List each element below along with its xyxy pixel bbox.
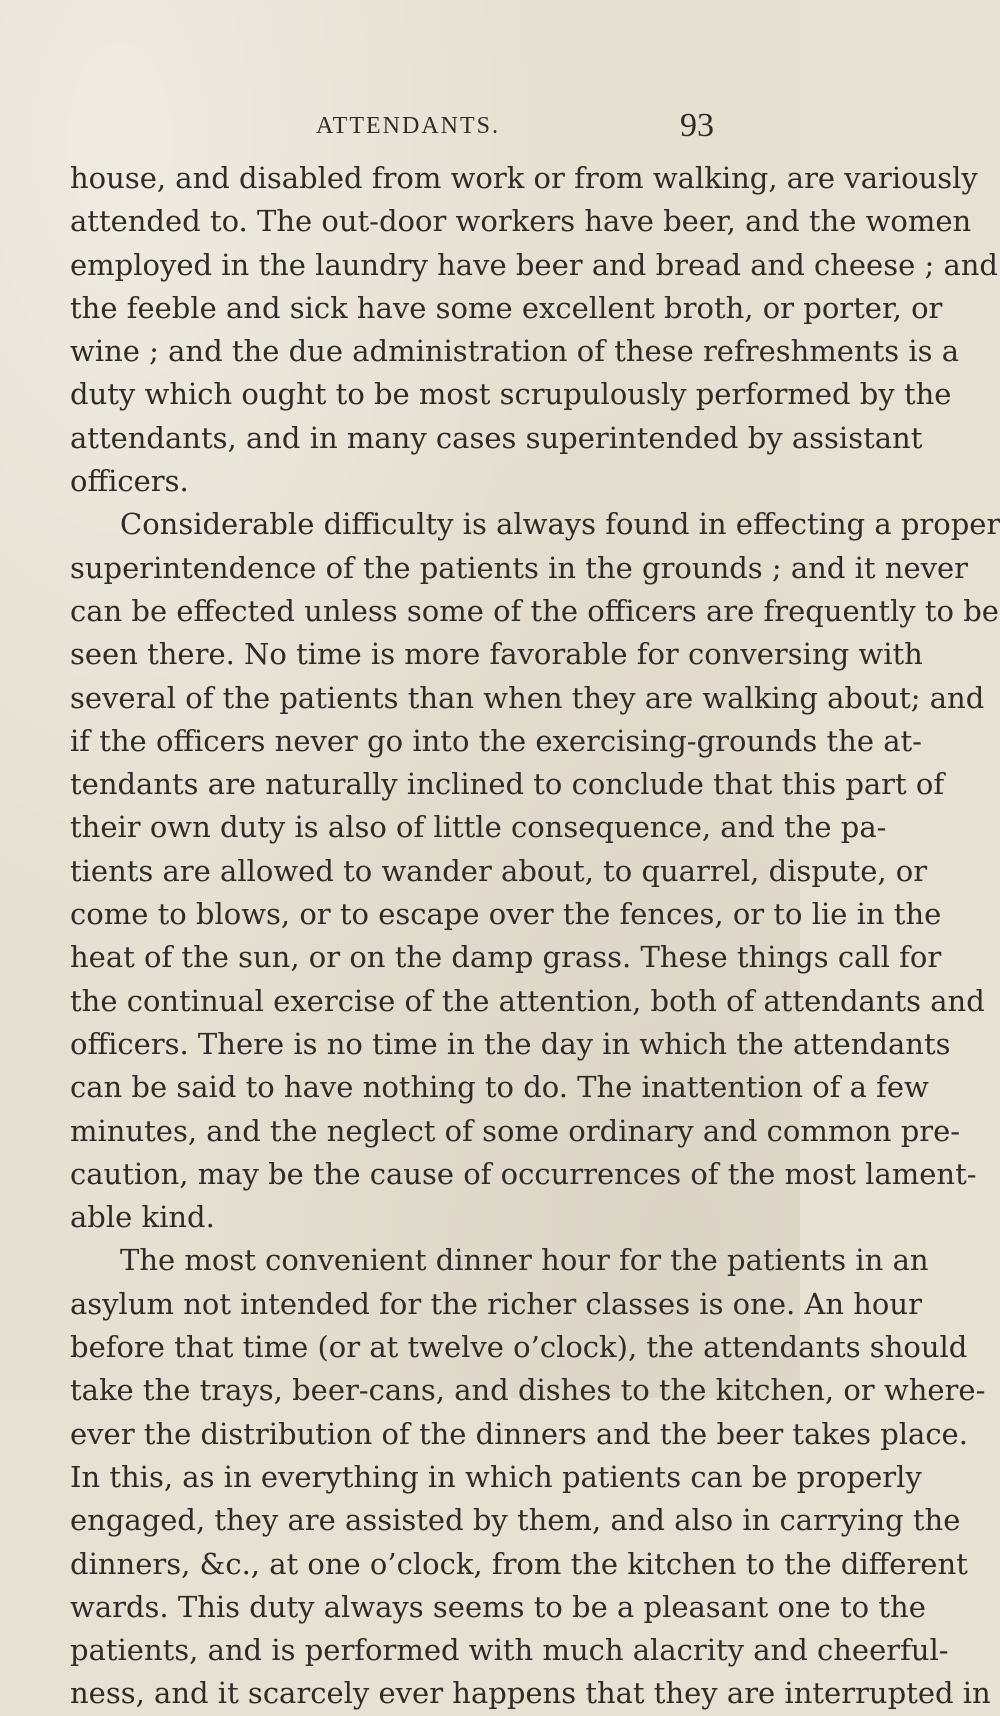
text-line: patients, and is performed with much alacrity and cheerful- xyxy=(70,1633,949,1668)
text-line: before that time (or at twelve o’clock), the attendants should xyxy=(70,1330,968,1365)
text-line: can be said to have nothing to do. The inattention of a few xyxy=(70,1070,929,1105)
text-line: In this, as in everything in which patients can be properly xyxy=(70,1459,922,1494)
text-line: seen there. No time is more favorable for conversing with xyxy=(70,637,923,672)
text-line: if the officers never go into the exercising-grounds the at- xyxy=(70,723,922,758)
text-line: able kind. xyxy=(70,1200,215,1235)
paragraph-3 xyxy=(70,1239,991,1715)
text-line: superintendence of the patients in the grounds ; and it never xyxy=(70,550,969,585)
text-line: officers. There is no time in the day in which the attendants xyxy=(70,1026,951,1061)
text-line: can be effected unless some of the officers are frequently to be xyxy=(70,593,999,628)
text-line: tendants are naturally inclined to conclude that this part of xyxy=(70,767,945,802)
text-line: wards. This duty always seems to be a pleasant one to the xyxy=(70,1589,926,1624)
text-line: ever the distribution of the dinners and the beer takes place. xyxy=(70,1416,968,1451)
text-line: house, and disabled from work or from walking, are variously xyxy=(70,161,978,195)
text-line: officers. xyxy=(70,464,189,499)
text-line: their own duty is also of little consequence, and the pa- xyxy=(70,810,887,845)
text-line: take the trays, beer-cans, and dishes to the kitchen, or where- xyxy=(70,1373,986,1408)
text-line: Considerable difficulty is always found in effecting a proper xyxy=(120,507,1000,542)
text-line: The most convenient dinner hour for the patients in an xyxy=(120,1243,929,1278)
page-number: 93 xyxy=(680,107,714,144)
running-title: ATTENDANTS. xyxy=(316,113,500,139)
text-line: minutes, and the neglect of some ordinary and common pre- xyxy=(70,1113,961,1148)
text-line: attendants, and in many cases superintended by assistant xyxy=(70,420,923,455)
text-line: tients are allowed to wander about, to quarrel, dispute, or xyxy=(70,853,928,888)
text-line: the feeble and sick have some excellent broth, or porter, or xyxy=(70,290,943,325)
text-line: heat of the sun, or on the damp grass. These things call for xyxy=(70,940,942,975)
text-line: dinners, &c., at one o’clock, from the kitchen to the different xyxy=(70,1546,968,1581)
text-line: attended to. The out-door workers have beer, and the women xyxy=(70,204,972,239)
body-text xyxy=(70,157,1000,1716)
text-line: ness, and it scarcely ever happens that they are interrupted in xyxy=(70,1676,991,1711)
text-line: come to blows, or to escape over the fences, or to lie in the xyxy=(70,897,942,932)
text-line: several of the patients than when they are walking about; and xyxy=(70,680,985,715)
text-line: wine ; and the due administration of these refreshments is a xyxy=(70,334,960,369)
text-line: engaged, they are assisted by them, and also in carrying the xyxy=(70,1503,961,1538)
paragraph-1 xyxy=(70,157,998,503)
text-line: asylum not intended for the richer classes is one. An hour xyxy=(70,1286,922,1321)
running-head xyxy=(0,106,800,146)
paragraph-2 xyxy=(70,503,1000,1239)
text-line: the continual exercise of the attention, both of attendants and xyxy=(70,983,985,1018)
text-line: caution, may be the cause of occurrences of the most lament- xyxy=(70,1156,977,1191)
text-line: duty which ought to be most scrupulously performed by the xyxy=(70,377,952,412)
text-line: employed in the laundry have beer and bread and cheese ; and xyxy=(70,247,998,282)
